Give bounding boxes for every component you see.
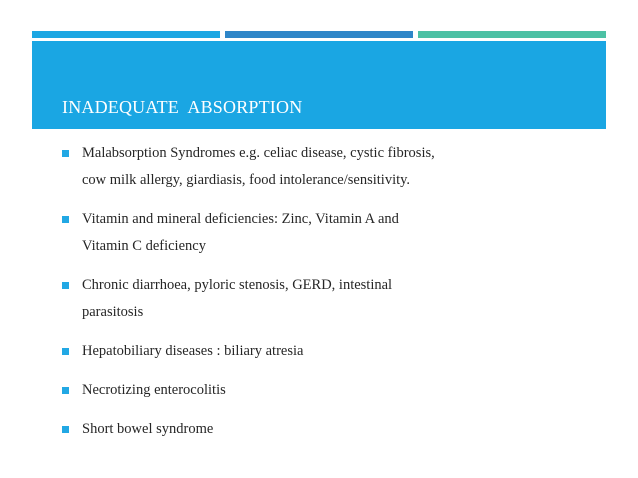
bullet-line: Vitamin and mineral deficiencies: Zinc, Vitamin A and: [82, 211, 399, 227]
bullet-line: Hepatobiliary diseases : biliary atresia: [82, 343, 304, 359]
bullet-item: [62, 140, 582, 194]
square-bullet-icon: [62, 216, 69, 223]
accent-bar-1: [32, 31, 220, 38]
bullet-item: [62, 272, 582, 326]
slide-title: INADEQUATE ABSORPTION: [62, 97, 303, 117]
accent-bars: [32, 31, 606, 38]
bullet-list: [62, 140, 582, 455]
bullet-item: [62, 338, 582, 365]
square-bullet-icon: [62, 387, 69, 394]
bullet-line: Necrotizing enterocolitis: [82, 382, 226, 398]
bullet-item: [62, 416, 582, 443]
bullet-line: Malabsorption Syndromes e.g. celiac disease, cystic fibrosis,: [82, 145, 435, 161]
bullet-line: parasitosis: [82, 304, 144, 320]
square-bullet-icon: [62, 426, 69, 433]
accent-bar-3: [418, 31, 606, 38]
square-bullet-icon: [62, 150, 69, 157]
bullet-line: Short bowel syndrome: [82, 421, 214, 437]
square-bullet-icon: [62, 282, 69, 289]
bullet-line: Vitamin C deficiency: [82, 238, 206, 254]
bullet-item: [62, 206, 582, 260]
bullet-line: cow milk allergy, giardiasis, food intolerance/sensitivity.: [82, 172, 411, 188]
square-bullet-icon: [62, 348, 69, 355]
bullet-item: [62, 377, 582, 404]
bullet-line: Chronic diarrhoea, pyloric stenosis, GERD, intestinal: [82, 277, 393, 293]
accent-bar-2: [225, 31, 413, 38]
title-band: [32, 41, 606, 129]
